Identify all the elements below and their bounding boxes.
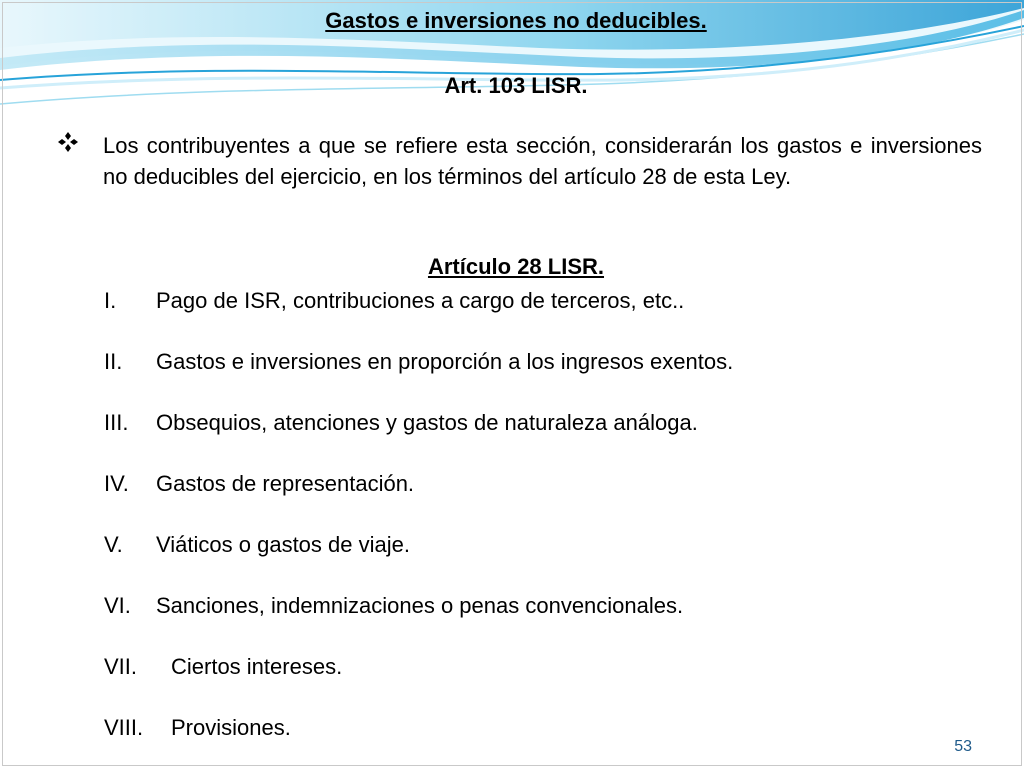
list-item [104, 651, 984, 712]
item-number: III. [104, 410, 129, 435]
page-number: 53 [954, 738, 972, 755]
article-items-list [104, 285, 984, 768]
list-item [104, 407, 984, 468]
list-item [104, 285, 984, 346]
slide-title: Gastos e inversiones no deducibles. [325, 8, 707, 33]
four-diamond-bullet-icon [58, 132, 78, 152]
item-number: VIII. [104, 715, 144, 740]
item-text: Gastos de representación. [156, 471, 415, 496]
item-text: Ciertos intereses. [171, 654, 343, 679]
item-text: Obsequios, atenciones y gastos de naturaleza análoga. [156, 410, 698, 435]
item-text: Provisiones. [171, 715, 291, 740]
item-text: Pago de ISR, contribuciones a cargo de terceros, etc.. [156, 288, 685, 313]
item-number: IV. [104, 471, 129, 496]
list-item [104, 590, 984, 651]
item-number: V. [104, 532, 123, 557]
item-text: Gastos e inversiones en proporción a los ingresos exentos. [156, 349, 734, 374]
article-heading: Artículo 28 LISR. [427, 254, 605, 279]
list-item [104, 346, 984, 407]
item-number: VI. [104, 593, 131, 618]
item-number: I. [104, 288, 117, 313]
item-number: VII. [104, 654, 138, 679]
item-text: Viáticos o gastos de viaje. [156, 532, 410, 557]
bullet-paragraph [58, 130, 982, 192]
article-reference: Art. 103 LISR. [444, 73, 588, 98]
list-item [104, 468, 984, 529]
item-number: II. [104, 349, 123, 374]
list-item [104, 529, 984, 590]
paragraph-text: Los contribuyentes a que se refiere esta sección, considerarán los gastos e inversiones no deducibles del ejercicio, en los términos del artículo 28 de esta Ley. [103, 133, 982, 189]
item-text: Sanciones, indemnizaciones o penas convencionales. [156, 593, 684, 618]
list-item [104, 712, 984, 768]
